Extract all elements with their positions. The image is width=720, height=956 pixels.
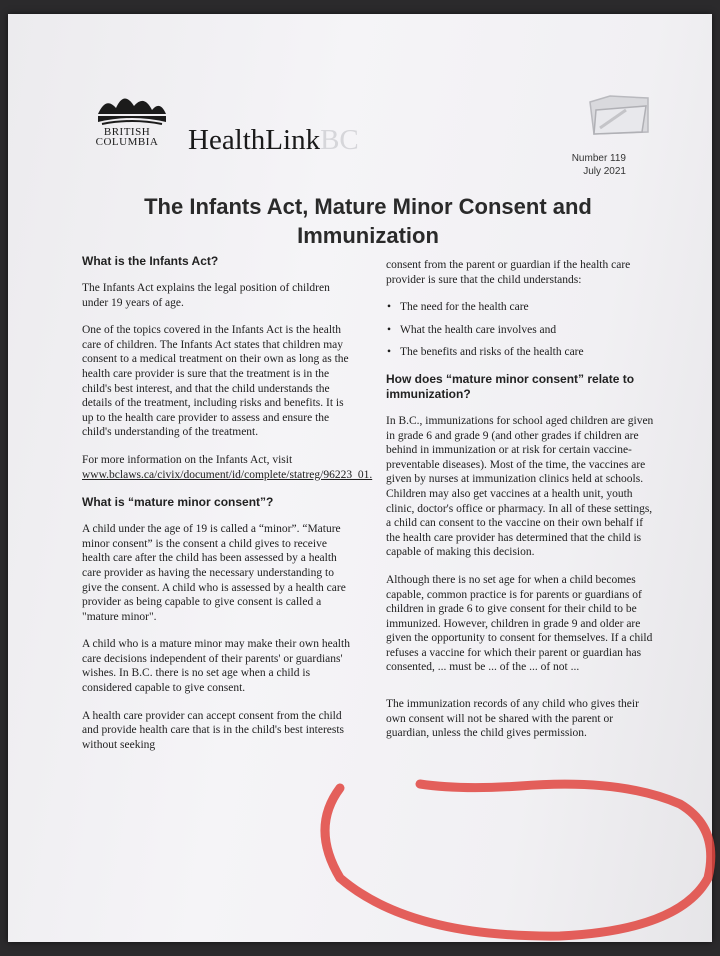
paragraph: In B.C., immunizations for school aged children are given in grade 6 and grade 9 (and other grades if children are behind in immunization or at risk for certain vaccine-preventable diseases). Most of the time, the vaccines are given by nurses at immunization clinics held at schools. Children may also get vaccines at a health unit, youth clinic, doctor's office or pharmacy. In all of these settings, a child can consent to the vaccine on their own behalf if the health care provider has determined that the child is capable of making this decision. bbox=[386, 414, 654, 559]
bclaws-link[interactable]: www.bclaws.ca/civix/document/id/complete/statreg/96223_01. bbox=[82, 468, 373, 481]
paragraph: Although there is no set age for when a child becomes capable, common practice is for parents or guardians of children in grade 6 to give consent for their child to be immunized. However, children in grade 9 and older are given the opportunity to consent for themselves. If a child refuses a vaccine for which their parent or guardian has consented, ... must be ... of the ... of not ... bbox=[386, 573, 653, 674]
brand-name: HealthLink bbox=[188, 124, 321, 156]
folder-icon bbox=[586, 94, 652, 138]
paragraph: consent from the parent or guardian if the health care provider is sure that the child understands: bbox=[386, 259, 631, 286]
heading-infants-act: What is the Infants Act? bbox=[82, 254, 219, 268]
province-line-1: BRITISH bbox=[103, 126, 151, 138]
healthlink-brand bbox=[188, 124, 359, 157]
province-wordmark bbox=[84, 127, 170, 147]
paragraph: One of the topics covered in the Infants Act is the health care of children. The Infants Act states that children may consent to a medical treatment on their own as long as the health care provider is sure that the treatment is in the child's best interest, and that the child understands the details of the treatment, including risks and benefits. It is up to the health care provider to assess and ensure the child's understanding of the treatment. bbox=[82, 324, 349, 439]
title-line-2: Immunization bbox=[297, 223, 439, 248]
document-date: July 2021 bbox=[583, 166, 626, 177]
more-info-text: For more information on the Infants Act, visit bbox=[82, 453, 293, 466]
left-column bbox=[82, 254, 373, 765]
bullet-icon: • bbox=[387, 301, 392, 314]
heading-mature-minor: What is “mature minor consent”? bbox=[82, 495, 274, 510]
page-title bbox=[88, 192, 648, 250]
list-item: • The benefits and risks of the health care bbox=[387, 346, 584, 359]
paragraph: A health care provider can accept consent from the child and provide health care that is in the child's best interests without seeking bbox=[82, 709, 345, 751]
brand-suffix: BC bbox=[320, 124, 359, 156]
paragraph: A child under the age of 19 is called a “minor”. “Mature minor consent” is the consent a child gives to receive health care after the child has been assessed by a health care provider as having the necessary understanding to give the consent. A child who is assessed by a health care provider as being capable to give consent is called a "mature minor". bbox=[82, 523, 346, 623]
right-column bbox=[386, 258, 658, 754]
list-item: • The need for the health care bbox=[387, 301, 529, 314]
province-line-2: COLUMBIA bbox=[95, 136, 159, 148]
title-line-1: The Infants Act, Mature Minor Consent and bbox=[144, 194, 592, 219]
bullet-icon: • bbox=[387, 323, 392, 336]
paragraph-more-info bbox=[82, 453, 373, 482]
heading-immunization: How does “mature minor consent” relate to immunization? bbox=[386, 371, 635, 401]
document-page bbox=[8, 14, 712, 942]
paragraph: The Infants Act explains the legal position of children under 19 years of age. bbox=[82, 282, 330, 309]
paragraph: A child who is a mature minor may make their own health care decisions independent of their parents' or guardians' wishes. In B.C. there is no set age when a child is considered capable to give consent. bbox=[82, 638, 350, 695]
paragraph-records: The immunization records of any child who gives their own consent will not be shared with the parent or guardian, unless the child gives permission. bbox=[386, 698, 639, 740]
bullet-icon: • bbox=[387, 346, 392, 359]
document-meta bbox=[572, 152, 626, 178]
bullet-list bbox=[386, 300, 658, 360]
list-item: • What the health care involves and bbox=[387, 323, 557, 336]
document-number: Number 119 bbox=[571, 153, 626, 164]
